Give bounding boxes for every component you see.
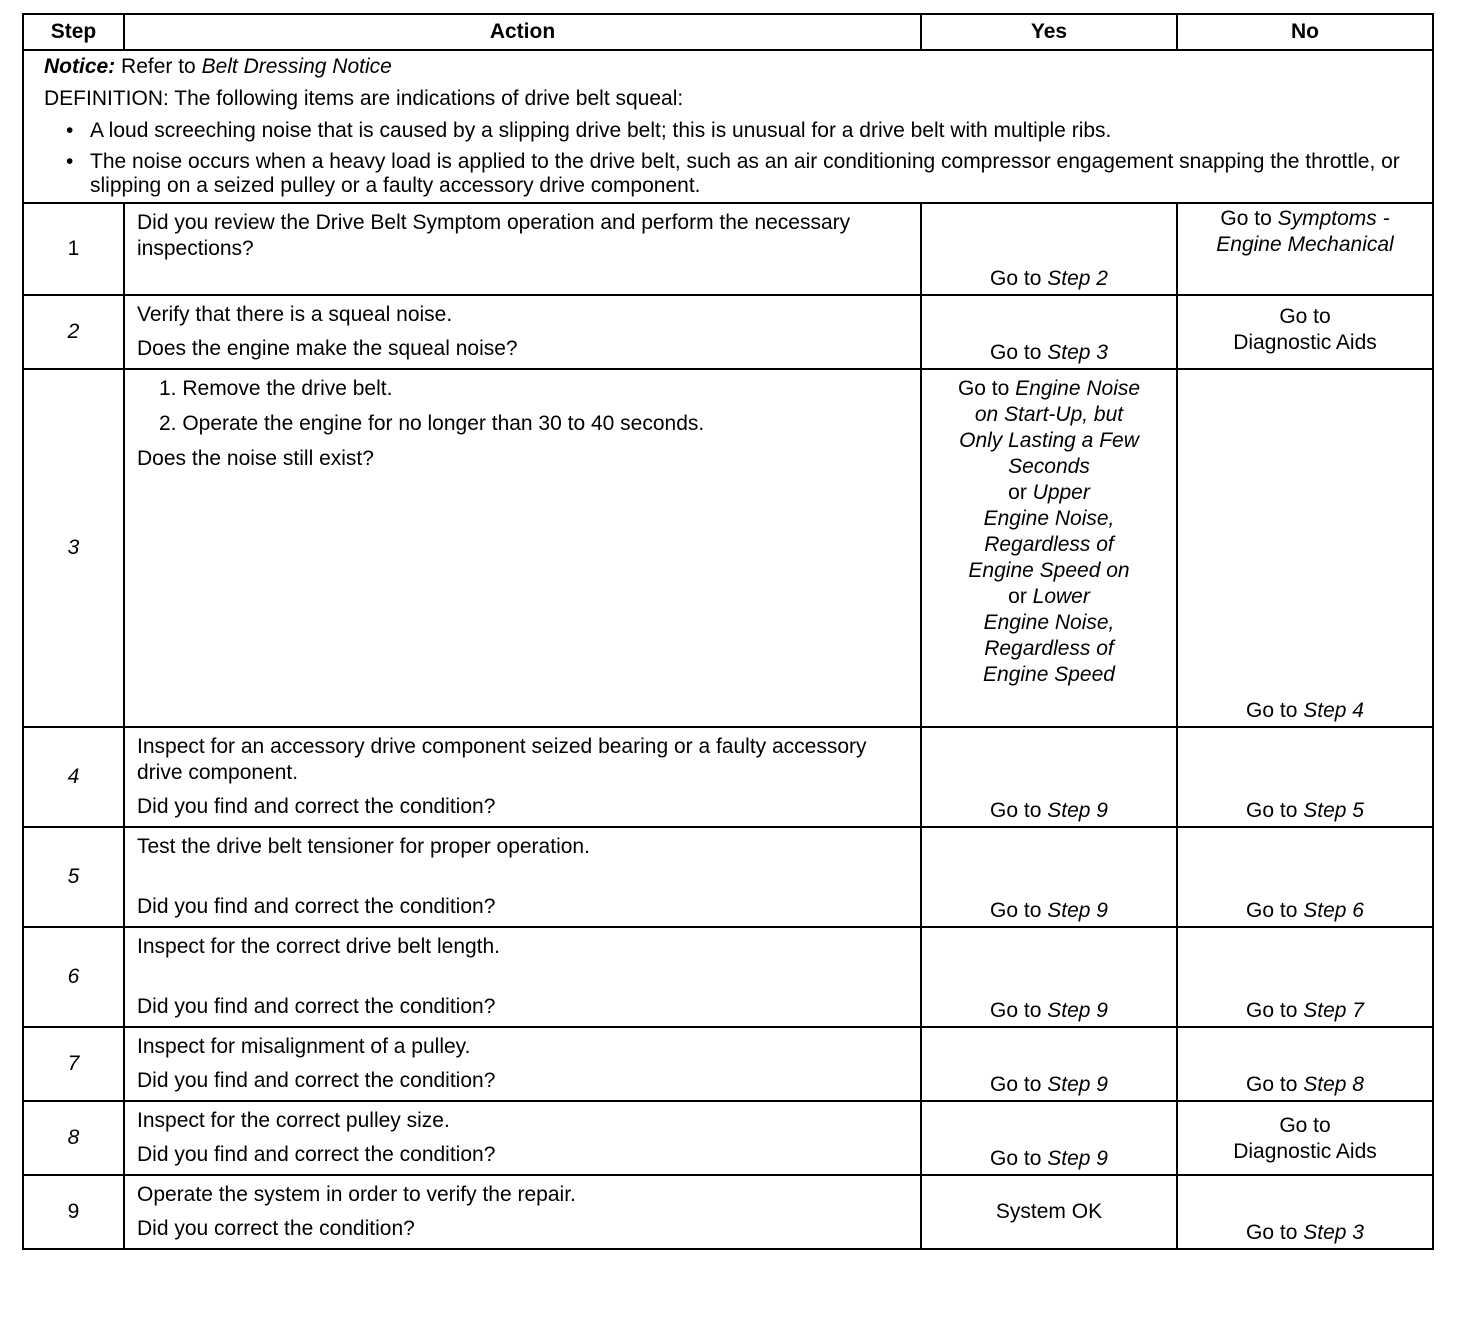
action-list-item: 2. Operate the engine for no longer than 30 to 40 seconds. [159, 412, 705, 435]
action-text: Inspect for an accessory drive component seized bearing or a faulty accessory drive component. [137, 735, 867, 784]
action-cell [124, 727, 921, 827]
action-text: Test the drive belt tensioner for proper operation. [137, 835, 590, 858]
belt-dressing-notice-link[interactable]: Belt Dressing Notice [201, 55, 392, 78]
yes-text-line: Seconds [1008, 455, 1090, 478]
action-text: Verify that there is a squeal noise. [137, 303, 453, 326]
action-text: Did you review the Drive Belt Symptom operation and perform the necessary inspections? [137, 211, 851, 260]
or-text: or [1008, 585, 1033, 608]
or-text: or [1008, 481, 1033, 504]
step-number [23, 727, 124, 827]
goto-prefix: Go to [1246, 999, 1304, 1022]
action-cell [124, 1101, 921, 1175]
action-text: Inspect for misalignment of a pulley. [137, 1035, 471, 1058]
step-number: 9 [23, 1175, 124, 1249]
no-cell [1177, 1027, 1433, 1101]
definition-bullet-1: • A loud screeching noise that is caused by a slipping drive belt; this is unusual for a drive belt with multiple ribs. [44, 118, 1412, 144]
table-row-step-9 [23, 1175, 1433, 1249]
step-number-text: 8 [67, 1126, 80, 1149]
no-goto[interactable] [1178, 1220, 1432, 1246]
notice-label: Notice: [44, 55, 116, 78]
goto-prefix: Go to [990, 267, 1048, 290]
action-text: Inspect for the correct pulley size. [137, 1109, 450, 1132]
no-cell [1177, 203, 1433, 295]
yes-text-line: Regardless of [984, 533, 1114, 556]
yes-text-line: Regardless of [984, 637, 1114, 660]
action-question: Did you correct the condition? [137, 1217, 415, 1240]
yes-goto[interactable] [922, 898, 1176, 924]
step-link[interactable]: Step 9 [1047, 999, 1108, 1022]
step-number-text: 3 [67, 536, 80, 559]
action-question: Did you find and correct the condition? [137, 795, 496, 818]
yes-goto[interactable] [922, 798, 1176, 824]
yes-goto[interactable] [922, 340, 1176, 366]
yes-text-line: on Start-Up, but [974, 403, 1124, 426]
yes-cell [921, 1101, 1177, 1175]
table-row-step-8 [23, 1101, 1433, 1175]
step-link[interactable]: Step 8 [1303, 1073, 1364, 1096]
table-row-step-4 [23, 727, 1433, 827]
action-list-item: 1. Remove the drive belt. [159, 377, 393, 400]
step-number [23, 295, 124, 369]
goto-prefix: Go to [1279, 1114, 1331, 1137]
yes-goto[interactable] [922, 370, 1176, 688]
step-link[interactable]: Step 2 [1047, 267, 1108, 290]
notice-text: Refer to [115, 55, 202, 78]
no-goto[interactable] [1178, 898, 1432, 924]
diagnostic-aids-link[interactable]: Diagnostic Aids [1233, 331, 1377, 354]
action-cell [124, 1175, 921, 1249]
no-cell [1177, 369, 1433, 727]
step-link[interactable]: Step 7 [1303, 999, 1364, 1022]
step-number-text: 6 [67, 965, 80, 988]
goto-prefix: Go to [1246, 799, 1304, 822]
no-goto[interactable] [1178, 296, 1432, 356]
table-row-step-7 [23, 1027, 1433, 1101]
action-text: Operate the system in order to verify the repair. [137, 1183, 576, 1206]
step-number-text: 5 [67, 865, 80, 888]
table-row-step-1 [23, 203, 1433, 295]
step-link[interactable]: Step 9 [1047, 799, 1108, 822]
yes-goto[interactable] [922, 1072, 1176, 1098]
action-cell [124, 927, 921, 1027]
step-number [23, 827, 124, 927]
diagnostic-table [22, 13, 1434, 1250]
yes-goto[interactable] [922, 998, 1176, 1024]
step-link[interactable]: Step 4 [1303, 699, 1364, 722]
no-goto[interactable] [1178, 1072, 1432, 1098]
yes-text-line: Engine Speed on [968, 559, 1130, 582]
table-row-step-5 [23, 827, 1433, 927]
header-no: No [1177, 14, 1433, 50]
goto-prefix: Go to [990, 1147, 1048, 1170]
step-link[interactable]: Step 5 [1303, 799, 1364, 822]
goto-prefix: Go to [1246, 899, 1304, 922]
step-link[interactable]: Step 6 [1303, 899, 1364, 922]
table-row-step-3 [23, 369, 1433, 727]
yes-goto[interactable] [922, 1146, 1176, 1172]
no-cell [1177, 727, 1433, 827]
step-number [23, 1101, 124, 1175]
step-link[interactable]: Step 3 [1303, 1221, 1364, 1244]
yes-text-line: Only Lasting a Few [959, 429, 1139, 452]
notice-cell [23, 50, 1433, 203]
action-question: Did you find and correct the condition? [137, 895, 496, 918]
goto-prefix: Go to [990, 999, 1048, 1022]
yes-cell [921, 1027, 1177, 1101]
engine-noise-link[interactable]: Engine Noise [1015, 377, 1141, 400]
goto-prefix: Go to [1246, 699, 1304, 722]
goto-prefix: Go to [1246, 1221, 1304, 1244]
no-cell [1177, 295, 1433, 369]
yes-text-line: Engine Noise, [983, 611, 1115, 634]
action-question: Does the noise still exist? [137, 447, 374, 470]
yes-cell [921, 1175, 1177, 1249]
lower-engine-noise-link[interactable]: Lower [1032, 585, 1090, 608]
action-cell [124, 827, 921, 927]
upper-engine-noise-link[interactable]: Upper [1032, 481, 1090, 504]
action-cell [124, 369, 921, 727]
step-link[interactable]: Step 3 [1047, 341, 1108, 364]
step-number [23, 927, 124, 1027]
notice-row [23, 50, 1433, 203]
action-question: Did you find and correct the condition? [137, 1069, 496, 1092]
no-goto[interactable] [1178, 204, 1432, 258]
header-row [23, 14, 1433, 50]
step-number: 1 [23, 203, 124, 295]
definition-bullet-2: • The noise occurs when a heavy load is applied to the drive belt, such as an air conditioning compressor engagement snapping the throttle, or slipping on a seized pulley or a faulty accessory drive component. [44, 150, 1412, 198]
action-cell [124, 203, 921, 295]
no-cell [1177, 927, 1433, 1027]
action-cell [124, 295, 921, 369]
yes-cell [921, 369, 1177, 727]
no-goto[interactable] [1178, 698, 1432, 724]
yes-cell [921, 727, 1177, 827]
step-link[interactable]: Step 9 [1047, 1147, 1108, 1170]
goto-prefix: Go to [1279, 305, 1331, 328]
no-goto[interactable] [1178, 998, 1432, 1024]
no-goto[interactable] [1178, 798, 1432, 824]
step-number-text: 4 [67, 765, 80, 788]
yes-text-line: Engine Noise, [983, 507, 1115, 530]
symptoms-link[interactable]: Symptoms - Engine Mechanical [1216, 207, 1394, 256]
action-cell [124, 1027, 921, 1101]
step-number [23, 1027, 124, 1101]
yes-cell [921, 827, 1177, 927]
system-ok-text: System OK [995, 1200, 1103, 1223]
yes-cell [921, 203, 1177, 295]
header-action: Action [124, 14, 921, 50]
yes-cell [921, 927, 1177, 1027]
goto-prefix: Go to [990, 799, 1048, 822]
action-list [137, 376, 908, 437]
step-number [23, 369, 124, 727]
yes-text-line: Engine Speed [983, 663, 1115, 686]
goto-prefix: Go to [990, 341, 1048, 364]
step-link[interactable]: Step 9 [1047, 1073, 1108, 1096]
diagnostic-aids-link[interactable]: Diagnostic Aids [1233, 1140, 1377, 1163]
no-cell [1177, 1101, 1433, 1175]
no-goto[interactable] [1178, 1102, 1432, 1165]
action-question: Does the engine make the squeal noise? [137, 337, 518, 360]
step-link[interactable]: Step 9 [1047, 899, 1108, 922]
action-text: Inspect for the correct drive belt length. [137, 935, 501, 958]
action-question: Did you find and correct the condition? [137, 995, 496, 1018]
definition-text: DEFINITION: The following items are indications of drive belt squeal: [44, 87, 684, 110]
step-number-text: 7 [67, 1052, 80, 1075]
yes-cell [921, 295, 1177, 369]
goto-prefix: Go to [990, 899, 1048, 922]
no-cell [1177, 827, 1433, 927]
step-number-text: 2 [67, 320, 80, 343]
notice-line [44, 54, 1412, 80]
goto-prefix: Go to [957, 377, 1016, 400]
header-step: Step [23, 14, 124, 50]
table-row-step-6 [23, 927, 1433, 1027]
no-cell [1177, 1175, 1433, 1249]
header-yes: Yes [921, 14, 1177, 50]
goto-prefix: Go to [1220, 207, 1278, 230]
table-row-step-2 [23, 295, 1433, 369]
goto-prefix: Go to [990, 1073, 1048, 1096]
yes-goto[interactable] [922, 266, 1176, 292]
goto-prefix: Go to [1246, 1073, 1304, 1096]
action-question: Did you find and correct the condition? [137, 1143, 496, 1166]
